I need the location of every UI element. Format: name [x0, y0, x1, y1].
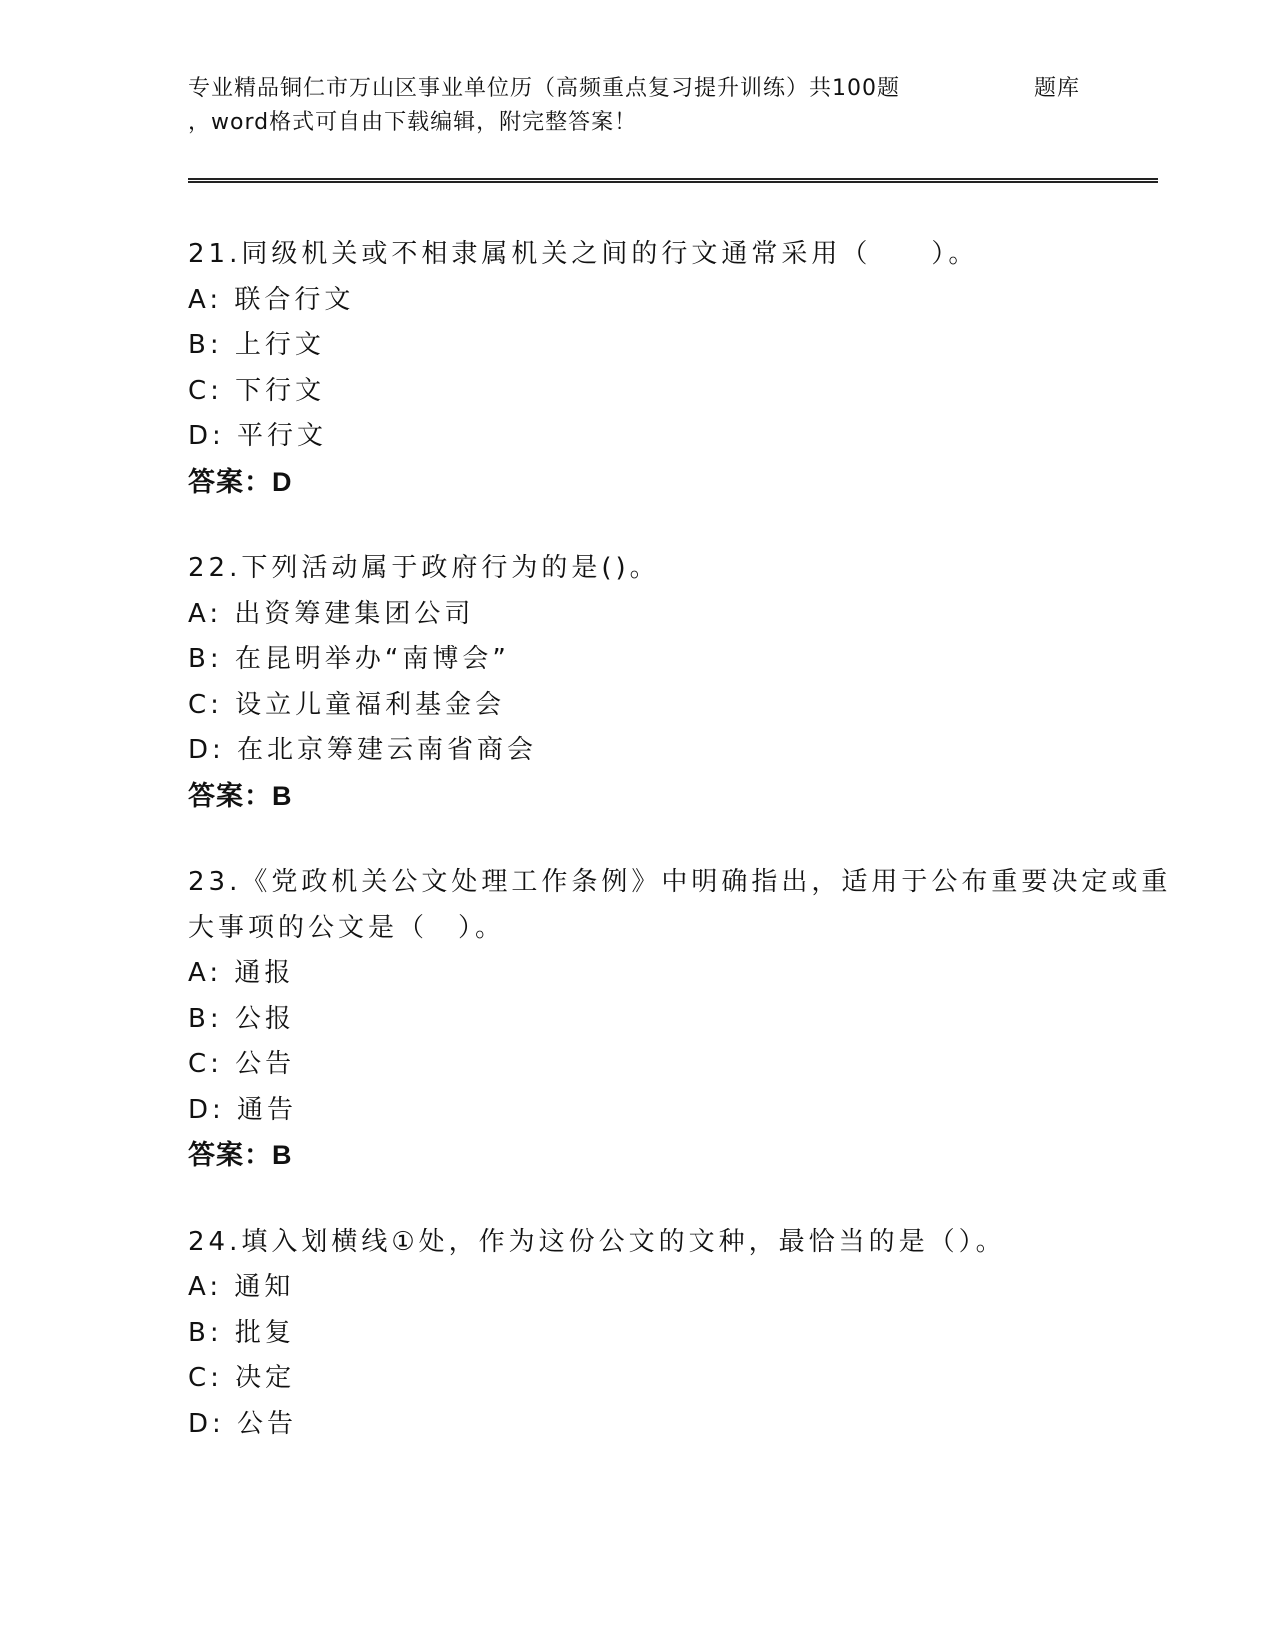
answer: 答案：B: [188, 780, 293, 811]
question-24: [188, 1220, 1188, 1448]
option-c: C: 设立儿童福利基金会: [188, 689, 506, 720]
option-b: B: 上行文: [188, 330, 325, 360]
question-23: [188, 860, 1188, 1179]
header-subtitle: ，word格式可自由下载编辑，附完整答案！: [188, 110, 638, 135]
option-d: D: 通告: [188, 1094, 298, 1125]
answer: 答案：B: [188, 1140, 293, 1170]
header-line-1: [188, 72, 1088, 106]
option-d: D: 公告: [188, 1408, 298, 1439]
question-stem: 22.下列活动属于政府行为的是()。: [188, 553, 660, 583]
question-22: [188, 546, 1188, 819]
option-d: D: 在北京筹建云南省商会: [188, 735, 538, 765]
option-a: A: 通知: [188, 1272, 295, 1302]
header-divider: [188, 178, 1158, 183]
header-tag: 题库: [1034, 76, 1081, 101]
question-21: [188, 232, 1188, 505]
option-b: B: 批复: [188, 1317, 295, 1348]
option-d: D: 平行文: [188, 421, 328, 451]
option-b: B: 公报: [188, 1003, 295, 1034]
option-c: C: 公告: [188, 1049, 296, 1079]
option-a: A: 出资筹建集团公司: [188, 598, 475, 629]
question-stem: 21.同级机关或不相隶属机关之间的行文通常采用（ ）。: [188, 239, 979, 269]
option-c: C: 下行文: [188, 375, 326, 406]
document-title: 专业精品铜仁市万山区事业单位历（高频重点复习提升训练）共100题: [188, 76, 900, 101]
option-a: A: 联合行文: [188, 284, 355, 315]
question-stem: 23.《党政机关公文处理工作条例》中明确指出，适用于公布重要决定或重大事项的公文是（ ）。: [188, 867, 1172, 943]
document-header: [188, 72, 1088, 140]
option-c: C: 决定: [188, 1363, 296, 1393]
question-stem: 24.填入划横线①处，作为这份公文的文种，最恰当的是（）。: [188, 1226, 1006, 1257]
option-a: A: 通报: [188, 958, 295, 988]
option-b: B: 在昆明举办“南博会”: [188, 644, 510, 674]
answer: 答案：D: [188, 466, 293, 497]
question-list: [188, 232, 1188, 1488]
